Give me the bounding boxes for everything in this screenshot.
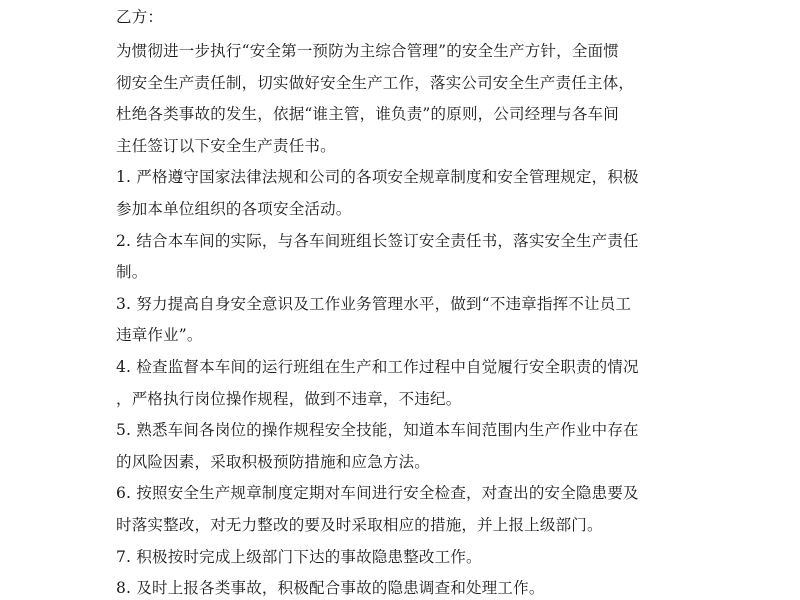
cropped-text-fragment	[116, 0, 136, 2]
item-1-line-1: 1. 严格遵守国家法律法规和公司的各项安全规章制度和安全管理规定，积极	[116, 168, 639, 186]
party-b-label: 乙方：	[116, 8, 164, 26]
item-4-line-1: 4. 检查监督本车间的运行班组在生产和工作过程中自觉履行安全职责的情况	[116, 358, 639, 376]
intro-line-4: 主任签订以下安全生产责任书。	[116, 137, 336, 155]
item-3-line-2: 违章作业”。	[116, 326, 203, 344]
item-8-line-1: 8. 及时上报各类事故，积极配合事故的隐患调查和处理工作。	[116, 579, 545, 597]
item-4-line-2: ，严格执行岗位操作规程，做到不违章，不违纪。	[116, 390, 462, 408]
intro-line-2: 彻安全生产责任制，切实做好安全生产工作，落实公司安全生产责任主体，	[116, 74, 635, 92]
item-5-line-1: 5. 熟悉车间各岗位的操作规程安全技能，知道本车间范围内生产作业中存在	[116, 421, 639, 439]
item-2-line-2: 制。	[116, 263, 148, 281]
item-1-line-2: 参加本单位组织的各项安全活动。	[116, 200, 352, 218]
item-6-line-1: 6. 按照安全生产规章制度定期对车间进行安全检查，对查出的安全隐患要及	[116, 484, 639, 502]
item-3-line-1: 3. 努力提高自身安全意识及工作业务管理水平，做到“不违章指挥不让员工	[116, 295, 632, 313]
intro-line-1: 为惯彻进一步执行“安全第一预防为主综合管理”的安全生产方针，全面惯	[116, 42, 619, 60]
item-5-line-2: 的风险因素，采取积极预防措施和应急方法。	[116, 453, 431, 471]
intro-line-3: 杜绝各类事故的发生，依据“谁主管，谁负责”的原则，公司经理与各车间	[116, 105, 619, 123]
item-6-line-2: 时落实整改，对无力整改的要及时采取相应的措施，并上报上级部门。	[116, 516, 603, 534]
item-7-line-1: 7. 积极按时完成上级部门下达的事故隐患整改工作。	[116, 548, 482, 566]
item-2-line-1: 2. 结合本车间的实际，与各车间班组长签订安全责任书，落实安全生产责任	[116, 232, 639, 250]
